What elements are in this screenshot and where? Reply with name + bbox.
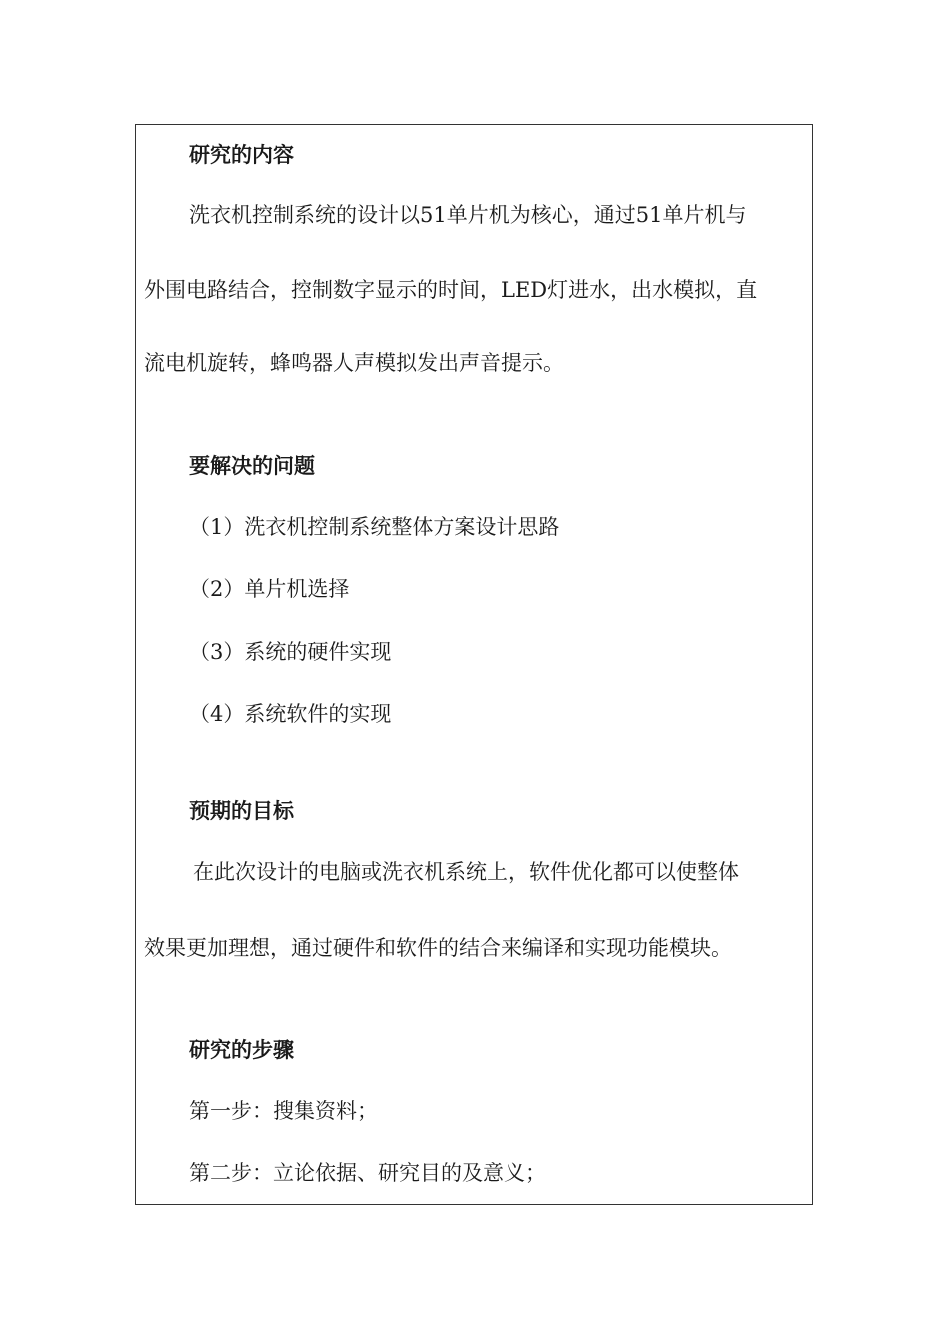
list-item: （3）系统的硬件实现 <box>189 640 392 664</box>
section-heading-research-content: 研究的内容 <box>189 142 294 167</box>
paragraph-line: 在此次设计的电脑或洗衣机系统上，软件优化都可以使整体 <box>193 860 739 884</box>
paragraph-line: 外围电路结合，控制数字显示的时间，LED灯进水，出水模拟，直 <box>144 278 758 302</box>
list-item: 第二步：立论依据、研究目的及意义； <box>189 1161 546 1185</box>
list-item: （1）洗衣机控制系统整体方案设计思路 <box>189 515 560 539</box>
section-heading-steps: 研究的步骤 <box>189 1037 294 1062</box>
paragraph-line: 效果更加理想，通过硬件和软件的结合来编译和实现功能模块。 <box>144 936 732 960</box>
document-table-cell <box>135 124 813 1205</box>
section-heading-goals: 预期的目标 <box>189 798 294 823</box>
list-item: 第一步：搜集资料； <box>189 1099 378 1123</box>
paragraph-line: 流电机旋转，蜂鸣器人声模拟发出声音提示。 <box>144 351 564 375</box>
paragraph-line: 洗衣机控制系统的设计以51单片机为核心，通过51单片机与 <box>189 203 747 227</box>
section-heading-problems: 要解决的问题 <box>189 453 315 478</box>
list-item: （4）系统软件的实现 <box>189 702 392 726</box>
list-item: （2）单片机选择 <box>189 577 350 601</box>
